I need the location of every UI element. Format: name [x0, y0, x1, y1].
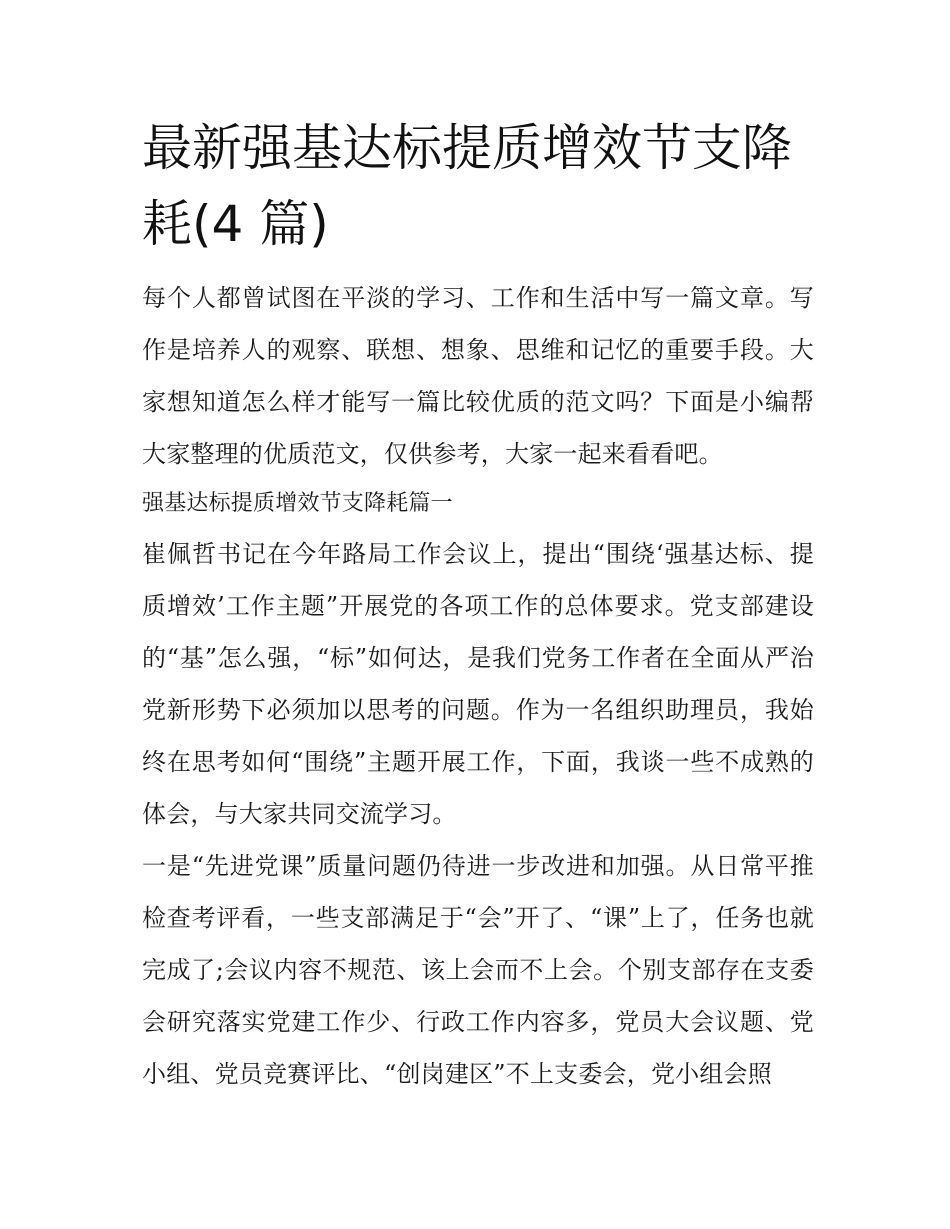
body-paragraph-2: 一是“先进党课”质量问题仍待进一步改进和加强。从日常平推检查考评看，一些支部满足于“会”开了、“课”上了，任务也就完成了;会议内容不规范、该上会而不上会。个别支部存在支委会研究落实党建工作少、行政工作内容多，党员大会议题、党小组、党员竞赛评比、“创岗建区”不上支委会，党小组会照: [142, 852, 814, 1088]
document-title: 最新强基达标提质增效节支降耗(4 篇): [142, 119, 792, 253]
section-heading: 强基达标提质增效节支降耗篇一: [142, 491, 453, 516]
intro-paragraph: 每个人都曾试图在平淡的学习、工作和生活中写一篇文章。写作是培养人的观察、联想、想象、思维和记忆的重要手段。大家想知道怎么样才能写一篇比较优质的范文吗？下面是小编帮大家整理的优质范文，仅供参考，大家一起来看看吧。: [142, 284, 814, 468]
document-page: [142, 110, 814, 1100]
body-paragraph-1: 崔佩哲书记在今年路局工作会议上，提出“围绕‘强基达标、提质增效’工作主题”开展党的各项工作的总体要求。党支部建设的“基”怎么强，“标”如何达，是我们党务工作者在全面从严治党新形势下必须加以思考的问题。作为一名组织助理员，我始终在思考如何“围绕”主题开展工作，下面，我谈一些不成熟的体会，与大家共同交流学习。: [142, 540, 814, 828]
